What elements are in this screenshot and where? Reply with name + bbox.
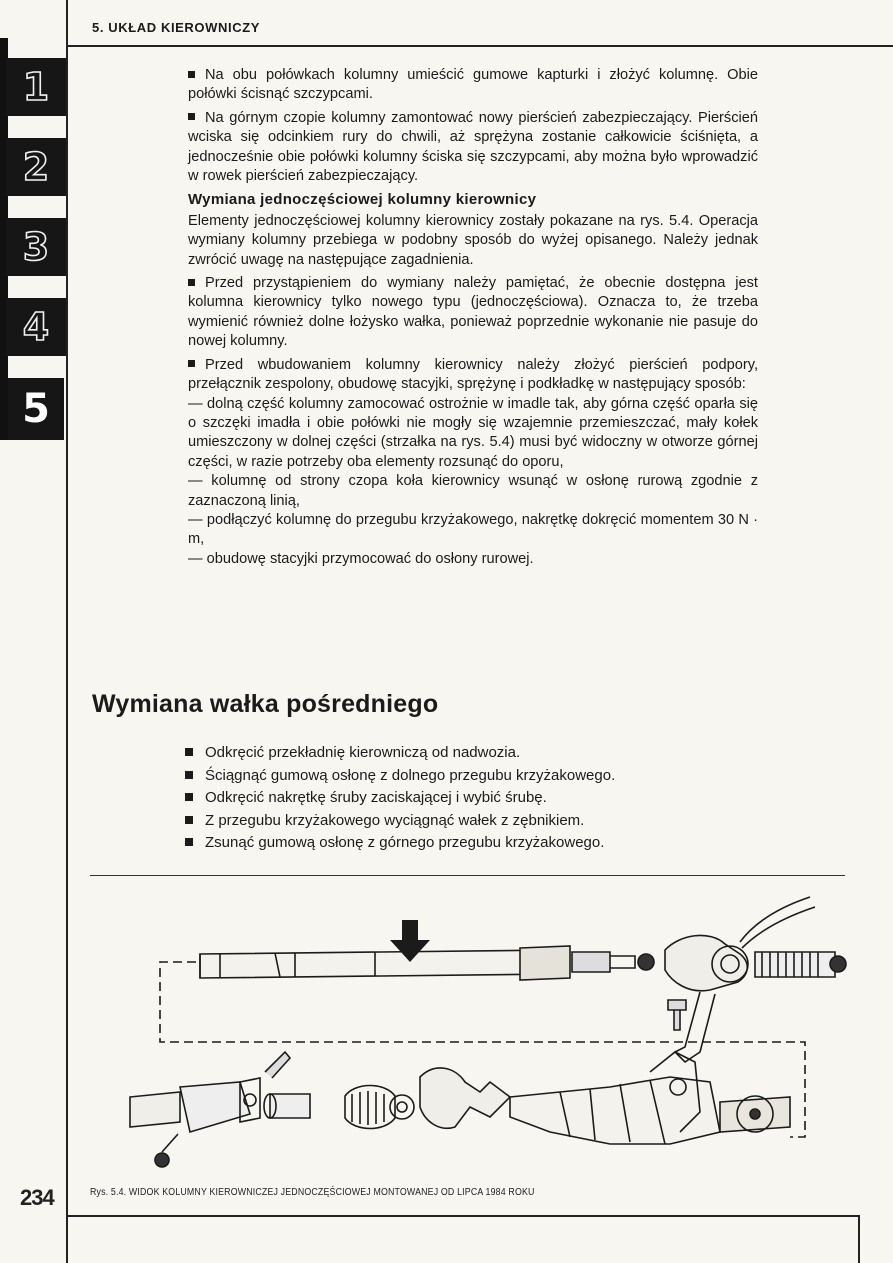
list-item-text: Odkręcić nakrętkę śruby zaciskającej i wybić śrubę. [205,789,547,806]
paragraph [188,274,758,352]
steering-column-exploded-diagram [90,882,850,1177]
list-item [185,787,615,810]
dash-item-text: obudowę stacyjki przymocować do osłony rurowej. [206,550,534,567]
paragraph-text: Na górnym czopie kolumny zamontować nowy pierścień zabezpieczający. Pierścień wciska się odcinkiem rury do chwili, aż sprężyna zostanie całkowicie ściśnięta, a jednocześnie obie połówki kolumny ściska się szczypcami, aby można było wprowadzić w rowek pierścień zabezpieczający. [188,109,758,185]
chapter-tab-label: 4 [22,305,50,349]
list-item [185,765,615,788]
chapter-tab-4[interactable] [6,298,66,356]
chapter-tab-label: 1 [22,65,50,109]
dash-item: — obudowę stacyjki przymocować do osłony rurowej. [188,550,534,567]
section-title: Wymiana wałka pośredniego [92,690,439,718]
list-item-text: Z przegubu krzyżakowego wyciągnąć wałek z zębnikiem. [205,811,585,829]
bullet-icon [185,838,193,846]
list-item [185,832,615,855]
chapter-tab-5-active[interactable] [8,378,64,440]
chapter-tab-3[interactable] [6,218,66,276]
chapter-tab-label: 5 [22,386,50,432]
page-margin-line [66,0,68,1263]
paragraph [188,356,758,395]
list-item-text: Odkręcić przekładnię kierowniczą od nadwozia. [205,744,521,761]
chapter-tab-label: 2 [22,145,50,189]
figure-caption: Rys. 5.4. WIDOK KOLUMNY KIEROWNICZEJ JEDNOCZĘŚCIOWEJ MONTOWANEJ OD LIPCA 1984 ROKU [90,1187,535,1198]
paragraph: Elementy jednoczęściowej kolumny kierownicy zostały pokazane na rys. 5.4. Operacja wymiany kolumny przebiega w podobny sposób do wyżej opisanego. Należy jednak zwrócić uwagę na następujące zagadnienia. [188,212,758,268]
bullet-icon [188,113,195,120]
dash-item-text: podłączyć kolumnę do przegubu krzyżakowego, nakrętkę dokręcić momentem 30 N · m, [188,511,758,548]
header-rule [68,45,893,47]
bullet-icon [185,816,193,824]
dash-item: — kolumnę od strony czopa koła kierownicy wsunąć w osłonę rurową zgodnie z zaznaczoną linią, [188,473,758,509]
steps-list [185,742,615,855]
dash-item: — dolną część kolumny zamocować ostrożnie w imadle tak, aby górna część oparła się o szczęki imadła i obie połówki nie mogły się wzajemnie przemieszczać, mały kołek umieszczony w dolnej części (strzałka na rys. 5.4) musi być widoczny w otworze górnej części, w razie potrzeby oba elementy rozsunąć do oporu, [188,395,758,470]
bullet-icon [188,360,195,367]
dash-item-text: kolumnę od strony czopa koła kierownicy wsunąć w osłonę rurową zgodnie z zaznaczoną linią, [188,473,758,509]
paragraph-text: Przed wbudowaniem kolumny kierownicy należy złożyć pierścień podpory, przełącznik zespolony, obudowę stacyjki, sprężynę i podkładkę w następujący sposób: [188,356,758,393]
paragraph [188,109,758,187]
bullet-icon [185,793,193,801]
dash-item-text: dolną część kolumny zamocować ostrożnie w imadle tak, aby górna część oparła się o szczęki imadła i obie połówki nie mogły się wzajemnie przemieszczać, mały kołek umieszczony w dolnej części (strzałka na rys. 5.4) musi być widoczny w otworze górnej części, w razie potrzeby oba elementy rozsunąć do oporu, [188,395,758,470]
paragraph-text: Na obu połówkach kolumny umieścić gumowe kapturki i złożyć kolumnę. Obie połówki ścisnąć szczypcami. [188,67,758,103]
bullet-icon [185,748,193,756]
paragraph [188,66,758,105]
list-item-text: Zsunąć gumową osłonę z górnego przegubu krzyżakowego. [205,834,605,851]
figure-bottom-rule [68,1215,858,1217]
bullet-icon [188,279,195,286]
subsection-title: Wymiana jednoczęściowej kolumny kierownicy [188,191,537,209]
list-item [185,742,615,765]
page-margin-line-right [858,1215,860,1263]
figure-top-rule [90,875,845,876]
chapter-tab-2[interactable] [6,138,66,196]
page-number: 234 [20,1185,54,1210]
bullet-icon [185,771,193,779]
list-item [185,810,615,833]
running-header: 5. UKŁAD KIEROWNICZY [92,20,260,35]
dash-item: — podłączyć kolumnę do przegubu krzyżakowego, nakrętkę dokręcić momentem 30 N · m, [188,511,758,548]
bullet-icon [188,71,195,78]
list-item-text: Ściągnąć gumową osłonę z dolnego przegubu krzyżakowego. [205,766,616,784]
paragraph-text: Przed przystąpieniem do wymiany należy pamiętać, że obecnie dostępna jest kolumna kierownicy tylko nowego typu (jednoczęściowa). Oznacza to, że trzeba wymienić również dolne łożysko wałka, ponieważ poprzednie wykonanie nie pasuje do nowej kolumny. [188,275,758,350]
chapter-tab-label: 3 [22,225,50,269]
chapter-tab-1[interactable] [6,58,66,116]
body-text [188,66,758,569]
